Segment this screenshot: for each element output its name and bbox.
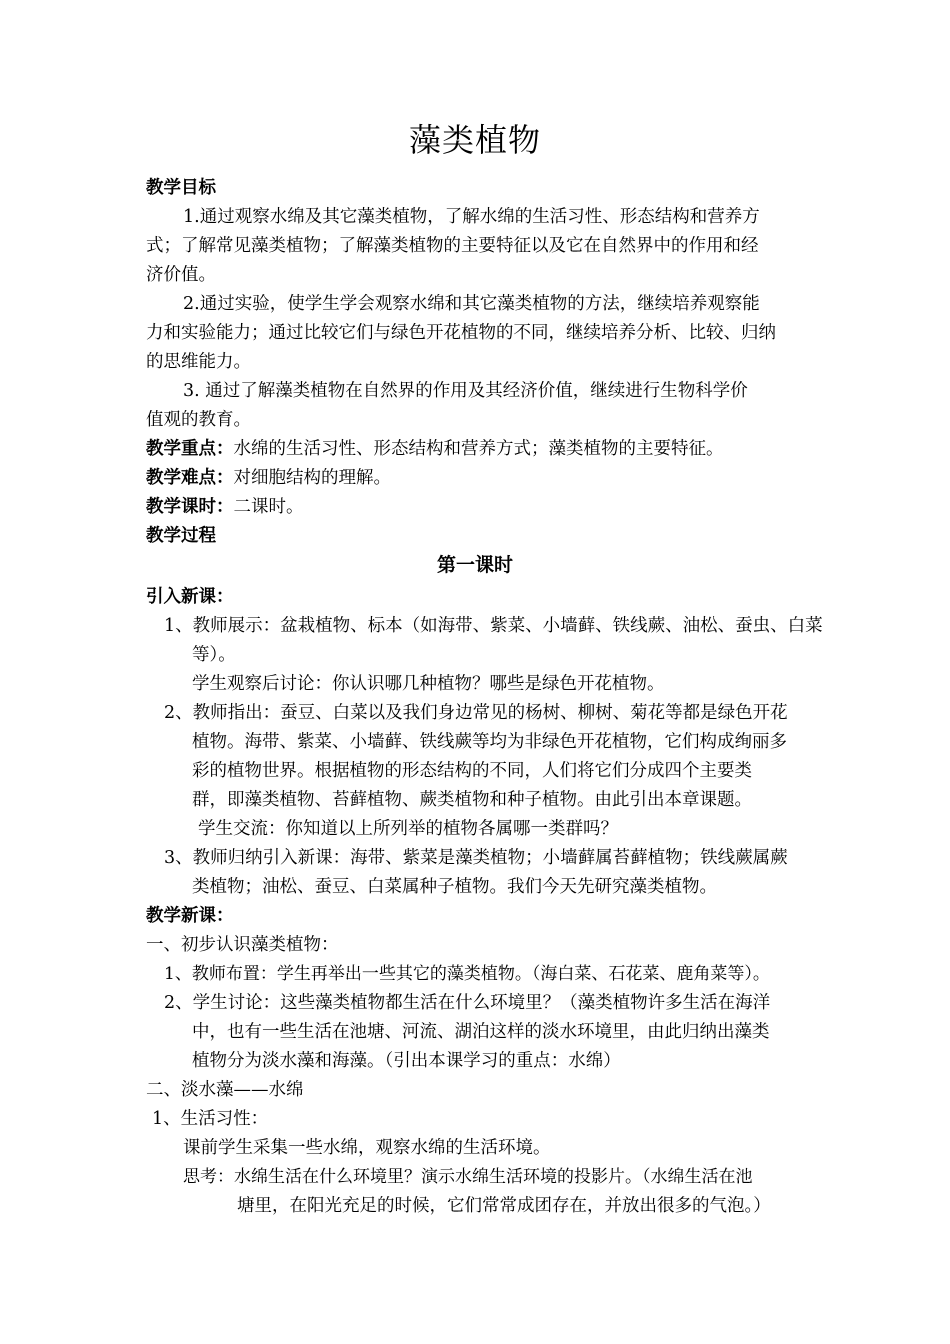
objective-3-line-1: 3. 通过了解藻类植物在自然界的作用及其经济价值，继续进行生物科学价	[183, 381, 748, 401]
intro-3-line-1: 3、教师归纳引入新课：海带、紫菜是藻类植物；小墙藓属苔藓植物；铁线蕨属蕨	[164, 848, 788, 868]
lesson-1-heading: 第一课时	[436, 554, 513, 576]
intro-2-line-3: 彩的植物世界。根据植物的形态结构的不同，人们将它们分成四个主要类	[192, 761, 752, 781]
class-hours-label: 教学课时：	[146, 497, 234, 517]
objectives-heading: 教学目标	[146, 178, 216, 198]
objective-2-line-3: 的思维能力。	[146, 352, 251, 372]
intro-heading: 引入新课：	[146, 587, 234, 607]
class-hours	[146, 495, 304, 519]
class-hours-text: 二课时。	[233, 497, 304, 517]
section-2-item-1-line-2: 思考：水绵生活在什么环境里？演示水绵生活环境的投影片。（水绵生活在池	[183, 1167, 753, 1187]
section-2-item-1-line-1: 课前学生采集一些水绵，观察水绵的生活环境。	[183, 1138, 551, 1158]
process-heading: 教学过程	[146, 526, 216, 546]
objective-3-line-2: 值观的教育。	[146, 410, 251, 430]
objective-2-line-1: 2.通过实验，使学生学会观察水绵和其它藻类植物的方法，继续培养观察能	[183, 294, 760, 314]
key-points-text: 水绵的生活习性、形态结构和营养方式；藻类植物的主要特征。	[233, 439, 724, 459]
objective-1-line-2: 式；了解常见藻类植物；了解藻类植物的主要特征以及它在自然界中的作用和经	[146, 236, 759, 256]
new-lesson-heading: 教学新课：	[146, 906, 234, 926]
objective-1-line-3: 济价值。	[146, 265, 216, 285]
section-2-item-1-heading: 1、生活习性：	[152, 1109, 269, 1129]
section-1-item-2-line-3: 植物分为淡水藻和海藻。（引出本课学习的重点：水绵）	[192, 1051, 621, 1071]
section-1-item-2-line-1: 2、学生讨论：这些藻类植物都生活在什么环境里？（藻类植物许多生活在海洋	[164, 993, 771, 1013]
key-points-label: 教学重点：	[146, 439, 234, 459]
difficulties	[146, 466, 391, 490]
key-points	[146, 437, 724, 461]
section-1-item-2-line-2: 中，也有一些生活在池塘、河流、湖泊这样的淡水环境里，由此归纳出藻类	[192, 1022, 770, 1042]
section-1-heading: 一、初步认识藻类植物：	[146, 935, 339, 955]
difficulties-label: 教学难点：	[146, 468, 234, 488]
intro-2-line-5: 学生交流：你知道以上所列举的植物各属哪一类群吗？	[198, 819, 618, 839]
section-2-heading: 二、淡水藻——水绵	[146, 1080, 304, 1100]
objective-1-line-1: 1.通过观察水绵及其它藻类植物，了解水绵的生活习性、形态结构和营养方	[183, 207, 760, 227]
intro-2-line-1: 2、教师指出：蚕豆、白菜以及我们身边常见的杨树、柳树、菊花等都是绿色开花	[164, 703, 788, 723]
intro-1-line-1: 1、教师展示：盆栽植物、标本（如海带、紫菜、小墙藓、铁线蕨、油松、蚕虫、白菜	[164, 616, 823, 636]
section-1-item-1: 1、教师布置：学生再举出一些其它的藻类植物。（海白菜、石花菜、鹿角菜等）。	[164, 964, 770, 984]
difficulties-text: 对细胞结构的理解。	[233, 468, 391, 488]
objective-2-line-2: 力和实验能力；通过比较它们与绿色开花植物的不同，继续培养分析、比较、归纳	[146, 323, 776, 343]
intro-3-line-2: 类植物；油松、蚕豆、白菜属种子植物。我们今天先研究藻类植物。	[192, 877, 717, 897]
intro-1-line-3: 学生观察后讨论：你认识哪几种植物？哪些是绿色开花植物。	[192, 674, 665, 694]
intro-2-line-4: 群，即藻类植物、苔藓植物、蕨类植物和种子植物。由此引出本章课题。	[192, 790, 752, 810]
document-title: 藻类植物	[408, 121, 541, 159]
section-2-item-1-line-3: 塘里，在阳光充足的时候，它们常常成团存在，并放出很多的气泡。）	[237, 1196, 771, 1216]
intro-2-line-2: 植物。海带、紫菜、小墙藓、铁线蕨等均为非绿色开花植物，它们构成绚丽多	[192, 732, 787, 752]
intro-1-line-2: 等）。	[192, 645, 236, 665]
